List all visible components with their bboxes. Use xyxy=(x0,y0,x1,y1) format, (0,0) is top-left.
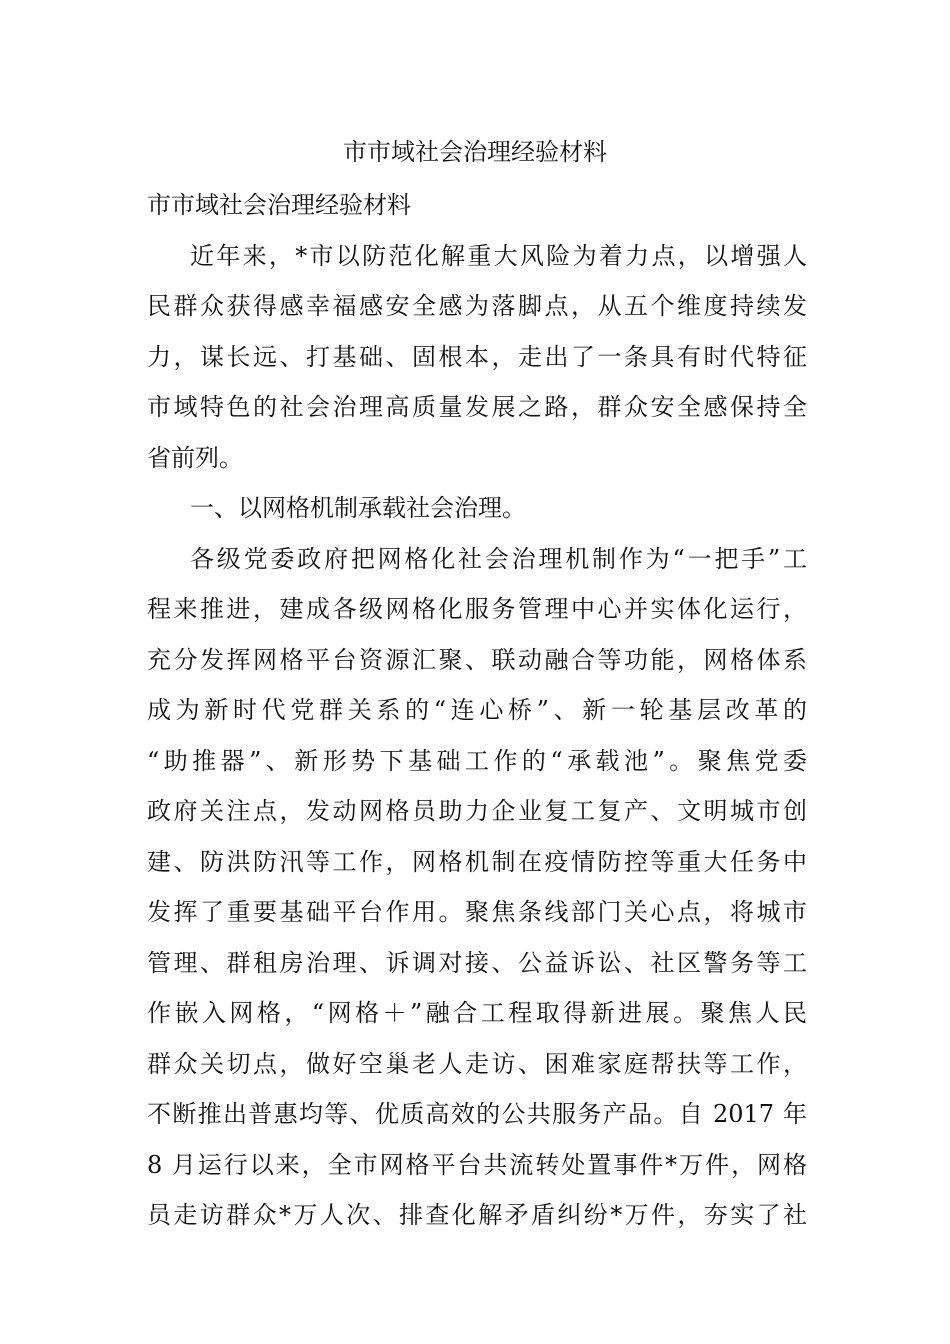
line-text: 8 月运行以来，全市网格平台共流转处置事件*万件，网格 xyxy=(147,1150,807,1179)
line-text: 市市域社会治理经验材料 xyxy=(147,191,411,219)
paragraph-line xyxy=(147,837,807,888)
paragraph-line xyxy=(147,736,807,787)
paragraph-line xyxy=(147,1140,807,1191)
paragraph-line xyxy=(147,534,807,585)
paragraph-line xyxy=(147,382,807,433)
paragraph-line xyxy=(147,685,807,736)
line-text: 作嵌入网格，“网格＋”融合工程取得新进展。聚焦人民 xyxy=(147,999,807,1027)
line-text: 政府关注点，发动网格员助力企业复工复产、文明城市创 xyxy=(147,797,807,825)
paragraph-line xyxy=(147,231,807,282)
paragraph-line xyxy=(147,635,807,686)
document-title: 市市域社会治理经验材料 xyxy=(343,138,607,166)
paragraph-line xyxy=(147,483,807,534)
paragraph-line xyxy=(147,332,807,383)
line-text: 程来推进，建成各级网格化服务管理中心并实体化运行， xyxy=(147,595,807,623)
document-body xyxy=(147,180,807,1241)
paragraph-line xyxy=(147,1089,807,1140)
line-text: 建、防洪防汛等工作，网格机制在疫情防控等重大任务中 xyxy=(147,847,807,876)
line-text: 各级党委政府把网格化社会治理机制作为“一把手”工 xyxy=(190,544,807,573)
line-text: 群众关切点，做好空巢老人走访、困难家庭帮扶等工作， xyxy=(147,1049,807,1078)
line-text: 管理、群租房治理、诉调对接、公益诉讼、社区警务等工 xyxy=(147,948,807,977)
paragraph-line xyxy=(147,887,807,938)
line-text: 一、以网格机制承载社会治理。 xyxy=(190,494,526,522)
line-text: 发挥了重要基础平台作用。聚焦条线部门关心点，将城市 xyxy=(147,898,807,926)
paragraph-line xyxy=(147,988,807,1039)
paragraph-line xyxy=(147,1039,807,1090)
line-text: 近年来，*市以防范化解重大风险为着力点，以增强人 xyxy=(190,241,807,270)
line-text: 不断推出普惠均等、优质高效的公共服务产品。自 2017 年 xyxy=(147,1100,807,1128)
line-text: 省前列。 xyxy=(147,443,243,472)
line-text: 成为新时代党群关系的“连心桥”、新一轮基层改革的 xyxy=(147,696,807,724)
paragraph-line xyxy=(147,1190,807,1241)
line-text: 力，谋长远、打基础、固根本，走出了一条具有时代特征 xyxy=(147,342,807,371)
line-text: 员走访群众*万人次、排查化解矛盾纠纷*万件，夯实了社 xyxy=(147,1201,807,1229)
line-text: 充分发挥网格平台资源汇聚、联动融合等功能，网格体系 xyxy=(147,645,807,674)
paragraph-line xyxy=(147,180,807,231)
paragraph-line xyxy=(147,786,807,837)
line-text: 市域特色的社会治理高质量发展之路，群众安全感保持全 xyxy=(147,393,807,421)
line-text: “助推器”、新形势下基础工作的“承载池”。聚焦党委 xyxy=(147,746,807,775)
paragraph-line xyxy=(147,281,807,332)
paragraph-line xyxy=(147,584,807,635)
paragraph-line xyxy=(147,433,807,484)
line-text: 民群众获得感幸福感安全感为落脚点，从五个维度持续发 xyxy=(147,292,807,320)
paragraph-line xyxy=(147,938,807,989)
